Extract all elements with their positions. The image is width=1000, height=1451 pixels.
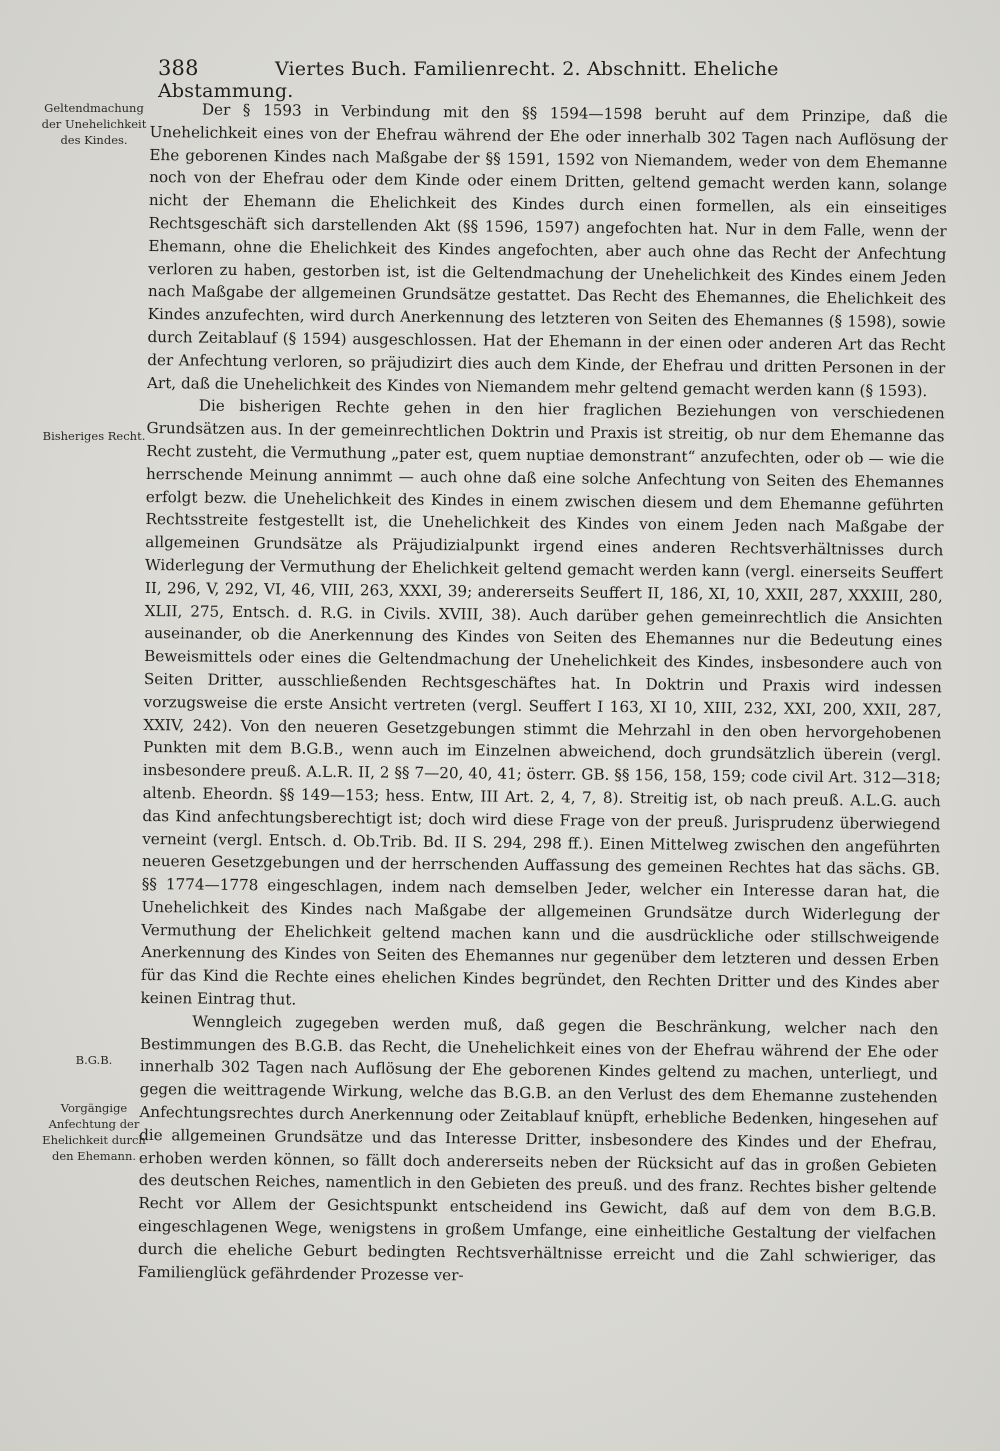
margin-note-vorgaengige-anfechtung: Vorgängige Anfechtung der Ehelichkeit durch den Ehemann.: [42, 1101, 146, 1163]
margin-note-bisheriges-recht: Bisheriges Recht.: [42, 429, 146, 443]
paragraph-1: Der § 1593 in Verbindung mit den §§ 1594—1598 beruht auf dem Prinzipe, daß die Unehelichkeit eines von der Ehefrau während der Ehe oder innerhalb 302 Tagen nach Auflösung der Ehe geborenen Kindes nach Maßgabe der §§ 1591, 1592 von Niemandem, weder von dem Ehemanne noch von der Ehefrau oder dem Kinde oder einem Dritten, geltend gemacht werden kann, solange nicht der Ehemann die Ehelichkeit des Kindes durch einen formellen, als ein einseitiges Rechtsgeschäft sich darstellenden Akt (§§ 1596, 1597) angefochten hat. Nur in dem Falle, wenn der Ehemann, ohne die Ehelichkeit des Kindes angefochten, aber auch ohne das Recht der Anfechtung verloren zu haben, gestorben ist, ist die Geltendmachung der Unehelichkeit des Kindes einem Jeden nach Maßgabe der allgemeinen Grundsätze gestattet. Das Recht des Ehemannes, die Ehelichkeit des Kindes anzufechten, wird durch Anerkennung des letzteren von Seiten des Ehemannes (§ 1598), sowie durch Zeitablauf (§ 1594) ausgeschlossen. Hat der Ehemann in der einen oder anderen Art das Recht der Anfechtung verloren, so präjudizirt dies auch dem Kinde, der Ehefrau und dritten Personen in der Art, daß die Unehelichkeit des Kindes von Niemandem mehr geltend gemacht werden kann (§ 1593).: [146, 100, 948, 400]
paragraph-3: Wenngleich zugegeben werden muß, daß gegen die Beschränkung, welcher nach den Bestimmungen des B.G.B. das Recht, die Unehelichkeit eines von der Ehefrau während der Ehe oder innerhalb 302 Tagen nach Auflösung der Ehe geborenen Kindes geltend zu machen, unterliegt, und gegen die weittragende Wirkung, welche das B.G.B. an den Verlust des dem Ehemanne zustehenden Anfechtungsrechtes durch Anerkennung oder Zeitablauf knüpft, erhebliche Bedenken, hingesehen auf die allgemeinen Grundsätze und das Interesse Dritter, insbesondere des Kindes und der Ehefrau, erhoben werden können, so fällt doch andererseits neben der Rücksicht auf das in großen Gebieten des deutschen Reiches, namentlich in den Gebieten des preuß. und des franz. Rechtes bisher geltende Recht vor Allem der Gesichtspunkt entscheidend ins Gewicht, daß auf dem von dem B.G.B. eingeschlagenen Wege, wenigstens in großem Umfange, eine einheitliche Gestaltung der vielfachen durch die eheliche Geburt bedingten Rechtsverhältnisse erreicht und die Zahl schwieriger, das Familienglück gefährdender Prozesse ver-: [137, 1012, 939, 1284]
margin-note-geltendmachung: Geltendmachung der Unehelichkeit des Kindes.: [41, 101, 147, 147]
running-header: [158, 56, 858, 102]
body-text: [138, 98, 948, 1292]
running-title: Viertes Buch. Familienrecht. 2. Abschnitt. Eheliche Abstammung.: [158, 58, 779, 102]
margin-note-bgb: B.G.B.: [75, 1053, 113, 1067]
paragraph-2: Die bisherigen Rechte gehen in den hier fraglichen Beziehungen von verschiedenen Grundsätzen aus. In der gemeinrechtlichen Doktrin und Praxis ist streitig, ob nur dem Ehemanne das Recht zusteht, die Vermuthung „pater est, quem nuptiae demonstrant“ anzufechten, oder ob — wie die herrschende Meinung annimmt — auch ohne daß eine solche Anfechtung von Seiten des Ehemannes erfolgt bezw. die Unehelichkeit des Kindes in einem zwischen diesem und dem Ehemanne geführten Rechtsstreite festgestellt ist, die Unehelichkeit des Kindes von einem Jeden nach Maßgabe der allgemeinen Grundsätze als Präjudizialpunkt irgend eines anderen Rechtsverhältnisses durch Widerlegung der Vermuthung der Ehelichkeit geltend gemacht werden kann (vergl. einerseits Seuffert II, 296, V, 292, VI, 46, VIII, 263, XXXI, 39; andererseits Seuffert II, 186, XI, 10, XXII, 287, XXXIII, 280, XLII, 275, Entsch. d. R.G. in Civils. XVIII, 38). Auch darüber gehen gemeinrechtlich die Ansichten auseinander, ob die Anerkennung des Kindes von Seiten des Ehemannes nur die Bedeutung eines Beweismittels oder eines die Geltendmachung der Unehelichkeit des Kindes, insbesondere auch von Seiten Dritter, ausschließenden Rechtsgeschäftes hat. In Doktrin und Praxis wird indessen vorzugsweise die erste Ansicht vertreten (vergl. Seuffert I 163, XI 10, XIII, 232, XXI, 200, XXII, 287, XXIV, 242). Von den neueren Gesetzgebungen stimmt die Mehrzahl in den oben hervorgehobenen Punkten mit dem B.G.B., wenn auch im Einzelnen abweichend, doch grundsätzlich überein (vergl. insbesondere preuß. A.L.R. II, 2 §§ 7—20, 40, 41; österr. GB. §§ 156, 158, 159; code civil Art. 312—318; altenb. Eheordn. §§ 149—153; hess. Entw, III Art. 2, 4, 7, 8). Streitig ist, ob nach preuß. A.L.G. auch das Kind anfechtungsberechtigt ist; doch wird diese Frage von der preuß. Jurisprudenz überwiegend verneint (vergl. Entsch. d. Ob.Trib. Bd. II S. 294, 298 ff.). Einen Mittelweg zwischen den angeführten neueren Gesetzgebungen und der herrschenden Auffassung des gemeinen Rechtes hat das sächs. GB. §§ 1774—1778 eingeschlagen, indem nach demselben Jeder, welcher ein Interesse daran hat, die Unehelichkeit des Kindes nach Maßgabe der allgemeinen Grundsätze durch Widerlegung der Vermuthung der Ehelichkeit geltend machen kann und die ausdrückliche oder stillschweigende Anerkennung des Kindes von Seiten des Ehemannes nur gegenüber dem letzteren und dessen Erben für das Kind die Rechte eines ehelichen Kindes begründet, den Rechten Dritter und des Kindes aber keinen Eintrag thut.: [140, 396, 945, 1009]
page-number: 388: [158, 56, 199, 80]
